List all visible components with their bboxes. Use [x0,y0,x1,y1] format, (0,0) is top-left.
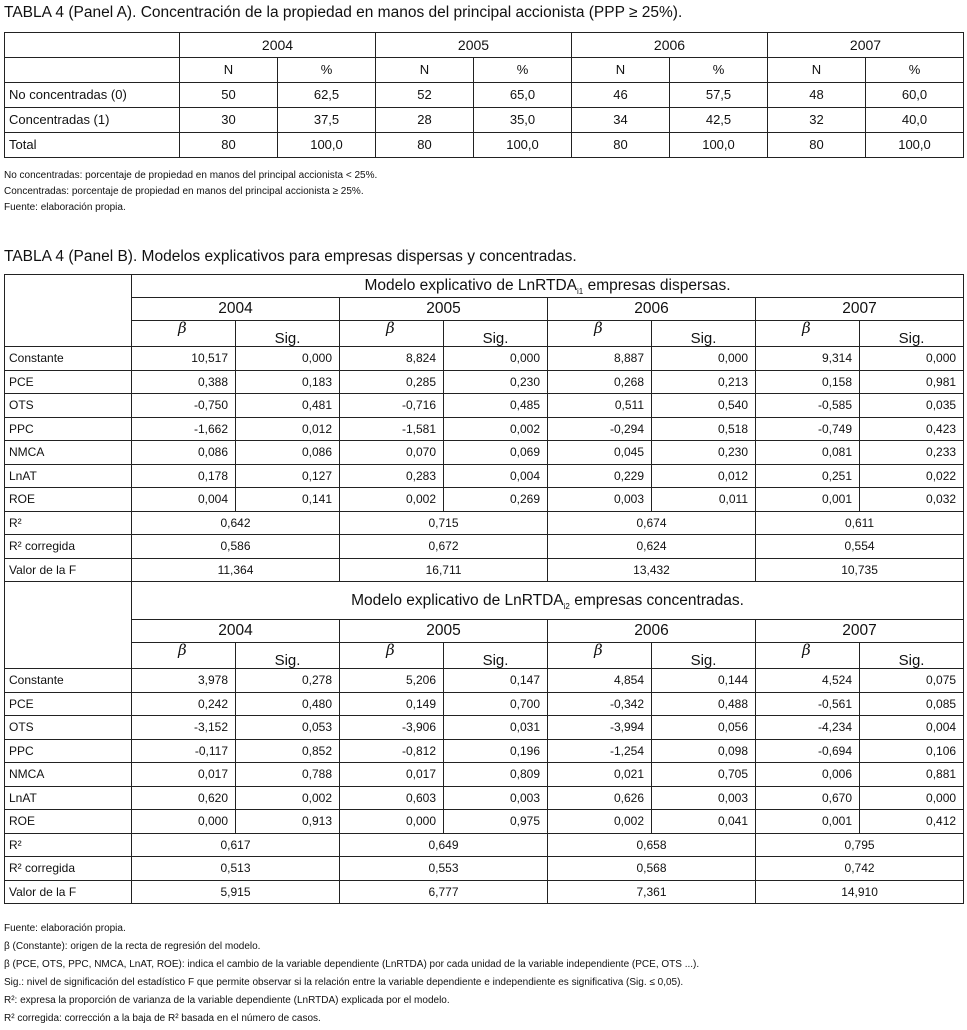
table-cell: 0,004 [132,488,236,512]
row-label: Total [5,133,180,158]
summary-cell: 0,742 [756,857,964,881]
table-cell: 0,423 [860,417,964,441]
table-cell: 0,705 [652,763,756,787]
table-cell: 5,206 [340,669,444,693]
table-row [5,669,964,693]
table-cell: 0,183 [236,370,340,394]
summary-cell: 0,513 [132,857,340,881]
row-label: ROE [5,810,132,834]
row-label: Valor de la F [5,880,132,904]
table-cell: 0,031 [444,716,548,740]
table-cell: 0,004 [444,464,548,488]
table-cell: 0,388 [132,370,236,394]
summary-cell: 0,649 [340,833,548,857]
table-cell: 0,981 [860,370,964,394]
table-cell: 30 [180,108,278,133]
row-label: OTS [5,394,132,418]
table-cell: 0,011 [652,488,756,512]
summary-cell: 11,364 [132,558,340,582]
summary-row [5,857,964,881]
table-row [5,347,964,371]
table-cell: 0,233 [860,441,964,465]
summary-row [5,511,964,535]
row-label: Constante [5,669,132,693]
year-header: 2007 [756,298,964,321]
col-n-header: N [572,58,670,83]
table-cell: -0,294 [548,417,652,441]
table-cell: 0,144 [652,669,756,693]
table-cell: 0,229 [548,464,652,488]
summary-cell: 0,674 [548,511,756,535]
summary-cell: 0,611 [756,511,964,535]
row-label: R² [5,511,132,535]
table-cell: 80 [768,133,866,158]
table-cell: 52 [376,83,474,108]
panel-b-title: TABLA 4 (Panel B). Modelos explicativos para empresas dispersas y concentradas. [4,248,577,265]
model-header-concentradas: Modelo explicativo de LnRTDA$_{i2}$ empresas concentradas. [132,582,964,620]
row-label: PCE [5,692,132,716]
table-cell: -0,342 [548,692,652,716]
table-cell: 46 [572,83,670,108]
sig-header: Sig. [444,321,548,347]
table-cell: 0,700 [444,692,548,716]
table-cell: 0,000 [860,786,964,810]
table-cell: 35,0 [474,108,572,133]
table-cell: 57,5 [670,83,768,108]
coef-header-row [5,321,964,347]
row-label: LnAT [5,464,132,488]
table-cell: 0,540 [652,394,756,418]
table-cell: 80 [180,133,278,158]
coef-header-row [5,643,964,669]
table-cell: 0,481 [236,394,340,418]
table-row [5,488,964,512]
table-cell: 0,002 [444,417,548,441]
table-cell: 0,975 [444,810,548,834]
table-cell: 0,012 [652,464,756,488]
year-header: 2004 [132,298,340,321]
panel-a-table [4,32,964,158]
table-cell: 0,085 [860,692,964,716]
table-cell: 0,017 [132,763,236,787]
model-header-row [5,275,964,298]
table-cell: 0,006 [756,763,860,787]
beta-header: β [340,321,444,347]
table-cell: -0,749 [756,417,860,441]
summary-cell: 13,432 [548,558,756,582]
note-line: Sig.: nivel de significación del estadístico F que permite observar si la relación entre la variable dependiente e independiente es significativa (Sig. ≤ 0,05). [4,977,684,988]
summary-cell: 0,715 [340,511,548,535]
panel-a-subheader-row [5,58,964,83]
table-cell: 0,196 [444,739,548,763]
beta-header: β [548,321,652,347]
table-cell: 0,002 [236,786,340,810]
table-cell: -3,994 [548,716,652,740]
summary-cell: 0,553 [340,857,548,881]
col-pct-header: % [278,58,376,83]
summary-cell: 7,361 [548,880,756,904]
summary-cell: 0,586 [132,535,340,559]
row-label: Valor de la F [5,558,132,582]
col-pct-header: % [670,58,768,83]
table-cell: 0,518 [652,417,756,441]
table-cell: 0,620 [132,786,236,810]
row-label: PPC [5,417,132,441]
table-cell: 28 [376,108,474,133]
table-row [5,370,964,394]
corner-cell [5,275,132,347]
year-header: 2004 [132,620,340,643]
row-label: ROE [5,488,132,512]
table-cell: 0,003 [444,786,548,810]
note-line: Fuente: elaboración propia. [4,923,126,934]
note-line: R²: expresa la proporción de varianza de la variable dependiente (LnRTDA) explicada por el modelo. [4,995,450,1006]
table-cell: 0,086 [132,441,236,465]
table-cell: 0,480 [236,692,340,716]
table-cell: 8,887 [548,347,652,371]
table-cell: 0,178 [132,464,236,488]
table-cell: 0,485 [444,394,548,418]
table-cell: 9,314 [756,347,860,371]
summary-cell: 16,711 [340,558,548,582]
table-cell: 0,045 [548,441,652,465]
table-cell: 0,003 [652,786,756,810]
summary-row [5,535,964,559]
table-cell: -0,117 [132,739,236,763]
table-cell: -0,812 [340,739,444,763]
panel-b-notes [4,920,699,1028]
panel-a-notes [4,168,377,216]
beta-header: β [340,643,444,669]
year-row [5,298,964,321]
table-cell: -3,152 [132,716,236,740]
note-line: β (PCE, OTS, PPC, NMCA, LnAT, ROE): indica el cambio de la variable dependiente (LnRTDA) por cada unidad de la variable independiente (PCE, OTS ...). [4,959,700,970]
table-cell: 0,017 [340,763,444,787]
table-cell: 0,670 [756,786,860,810]
table-cell: -0,716 [340,394,444,418]
table-cell: -0,561 [756,692,860,716]
summary-cell: 6,777 [340,880,548,904]
table-cell: 0,001 [756,810,860,834]
table-row [5,810,964,834]
table-cell: 0,603 [340,786,444,810]
table-cell: 8,824 [340,347,444,371]
sig-header: Sig. [236,321,340,347]
table-row [5,394,964,418]
summary-cell: 0,617 [132,833,340,857]
table-cell: 0,913 [236,810,340,834]
table-cell: 0,788 [236,763,340,787]
table-cell: 10,517 [132,347,236,371]
beta-header: β [132,643,236,669]
table-cell: 0,035 [860,394,964,418]
table-cell: 0,158 [756,370,860,394]
table-cell: 0,626 [548,786,652,810]
table-cell: 0,032 [860,488,964,512]
table-cell: 4,854 [548,669,652,693]
table-row [5,83,964,108]
table-cell: 0,004 [860,716,964,740]
table-cell: 0,242 [132,692,236,716]
table-cell: 0,511 [548,394,652,418]
table-cell: 100,0 [670,133,768,158]
table-row [5,417,964,441]
table-row [5,133,964,158]
table-cell: 0,098 [652,739,756,763]
year-header: 2006 [548,298,756,321]
table-cell: 0,001 [756,488,860,512]
row-label: PPC [5,739,132,763]
note-line: No concentradas: porcentaje de propiedad en manos del principal accionista < 25%. [4,170,378,181]
table-cell: 34 [572,108,670,133]
table-cell: 48 [768,83,866,108]
table-cell: 0,003 [548,488,652,512]
table-cell: 65,0 [474,83,572,108]
table-cell: 0,000 [340,810,444,834]
table-cell: 0,081 [756,441,860,465]
beta-header: β [132,321,236,347]
table-cell: 0,149 [340,692,444,716]
table-cell: -1,254 [548,739,652,763]
table-cell: 0,000 [236,347,340,371]
table-cell: -3,906 [340,716,444,740]
summary-cell: 14,910 [756,880,964,904]
table-cell: 80 [572,133,670,158]
table-cell: 40,0 [866,108,964,133]
table-cell: 0,147 [444,669,548,693]
table-cell: 32 [768,108,866,133]
table-cell: 0,230 [652,441,756,465]
table-cell: 0,041 [652,810,756,834]
table-row [5,692,964,716]
table-cell: 100,0 [278,133,376,158]
table-cell: 0,000 [444,347,548,371]
row-label: R² [5,833,132,857]
panel-a-title: TABLA 4 (Panel A). Concentración de la propiedad en manos del principal accionista (PPP ≥ 25%). [4,4,683,21]
row-label: No concentradas (0) [5,83,180,108]
table-row [5,786,964,810]
table-cell: 0,852 [236,739,340,763]
table-cell: 100,0 [866,133,964,158]
summary-cell: 0,624 [548,535,756,559]
table-row [5,739,964,763]
table-cell: 3,978 [132,669,236,693]
row-label: NMCA [5,441,132,465]
beta-header: β [756,321,860,347]
table-cell: 0,000 [860,347,964,371]
year-header: 2006 [548,620,756,643]
model-header-row [5,582,964,620]
col-pct-header: % [474,58,572,83]
table-cell: 80 [376,133,474,158]
table-cell: 0,251 [756,464,860,488]
summary-cell: 0,672 [340,535,548,559]
sig-header: Sig. [860,321,964,347]
table-cell: -0,694 [756,739,860,763]
table-cell: 0,021 [548,763,652,787]
table-cell: -1,662 [132,417,236,441]
table-cell: 0,213 [652,370,756,394]
note-line: R² corregida: corrección a la baja de R² basada en el número de casos. [4,1013,321,1024]
table-cell: 0,000 [132,810,236,834]
table-cell: 0,002 [548,810,652,834]
table-cell: 4,524 [756,669,860,693]
table-cell: 0,269 [444,488,548,512]
table-cell: 0,106 [860,739,964,763]
table-cell: 100,0 [474,133,572,158]
row-label: R² corregida [5,857,132,881]
table-cell: 0,881 [860,763,964,787]
row-label: LnAT [5,786,132,810]
table-cell: 42,5 [670,108,768,133]
summary-cell: 5,915 [132,880,340,904]
summary-row [5,833,964,857]
table-cell: 0,141 [236,488,340,512]
row-label: Concentradas (1) [5,108,180,133]
year-header: 2004 [180,33,376,58]
table-cell: 0,230 [444,370,548,394]
table-cell: 0,022 [860,464,964,488]
summary-cell: 10,735 [756,558,964,582]
corner-cell [5,33,180,58]
table-cell: 0,002 [340,488,444,512]
table-row [5,441,964,465]
year-row [5,620,964,643]
row-label: OTS [5,716,132,740]
year-header: 2006 [572,33,768,58]
table-cell: 0,012 [236,417,340,441]
table-cell: 0,000 [652,347,756,371]
panel-a-year-row [5,33,964,58]
sig-header: Sig. [652,321,756,347]
table-cell: 0,127 [236,464,340,488]
year-header: 2005 [376,33,572,58]
beta-header: β [548,643,652,669]
summary-cell: 0,642 [132,511,340,535]
sig-header: Sig. [236,643,340,669]
summary-cell: 0,554 [756,535,964,559]
model-header-dispersas: Modelo explicativo de LnRTDA$_{i1}$ empresas dispersas. [132,275,964,298]
table-cell: 0,268 [548,370,652,394]
beta-header: β [756,643,860,669]
corner-cell [5,58,180,83]
table-cell: -1,581 [340,417,444,441]
summary-row [5,880,964,904]
note-line: Fuente: elaboración propia. [4,202,126,213]
row-label: NMCA [5,763,132,787]
table-cell: 0,283 [340,464,444,488]
table-row [5,464,964,488]
table-cell: 62,5 [278,83,376,108]
summary-row [5,558,964,582]
table-row [5,716,964,740]
table-cell: -0,750 [132,394,236,418]
table-cell: 0,285 [340,370,444,394]
table-row [5,763,964,787]
year-header: 2007 [756,620,964,643]
table-cell: 0,412 [860,810,964,834]
table-cell: 0,069 [444,441,548,465]
sig-header: Sig. [444,643,548,669]
row-label: Constante [5,347,132,371]
year-header: 2007 [768,33,964,58]
table-cell: 0,053 [236,716,340,740]
corner-cell [5,582,132,669]
table-cell: 37,5 [278,108,376,133]
year-header: 2005 [340,620,548,643]
table-cell: 0,070 [340,441,444,465]
summary-cell: 0,658 [548,833,756,857]
table-cell: 0,086 [236,441,340,465]
col-n-header: N [768,58,866,83]
table-cell: 0,278 [236,669,340,693]
col-n-header: N [376,58,474,83]
table-cell: -0,585 [756,394,860,418]
summary-cell: 0,795 [756,833,964,857]
table-cell: 0,075 [860,669,964,693]
summary-cell: 0,568 [548,857,756,881]
sig-header: Sig. [652,643,756,669]
col-pct-header: % [866,58,964,83]
row-label: R² corregida [5,535,132,559]
col-n-header: N [180,58,278,83]
table-cell: 60,0 [866,83,964,108]
table-cell: 0,488 [652,692,756,716]
year-header: 2005 [340,298,548,321]
panel-b-table [4,274,964,904]
note-line: β (Constante): origen de la recta de regresión del modelo. [4,941,261,952]
table-cell: -4,234 [756,716,860,740]
note-line: Concentradas: porcentaje de propiedad en manos del principal accionista ≥ 25%. [4,186,364,197]
table-cell: 50 [180,83,278,108]
sig-header: Sig. [860,643,964,669]
table-row [5,108,964,133]
table-cell: 0,056 [652,716,756,740]
table-cell: 0,809 [444,763,548,787]
row-label: PCE [5,370,132,394]
